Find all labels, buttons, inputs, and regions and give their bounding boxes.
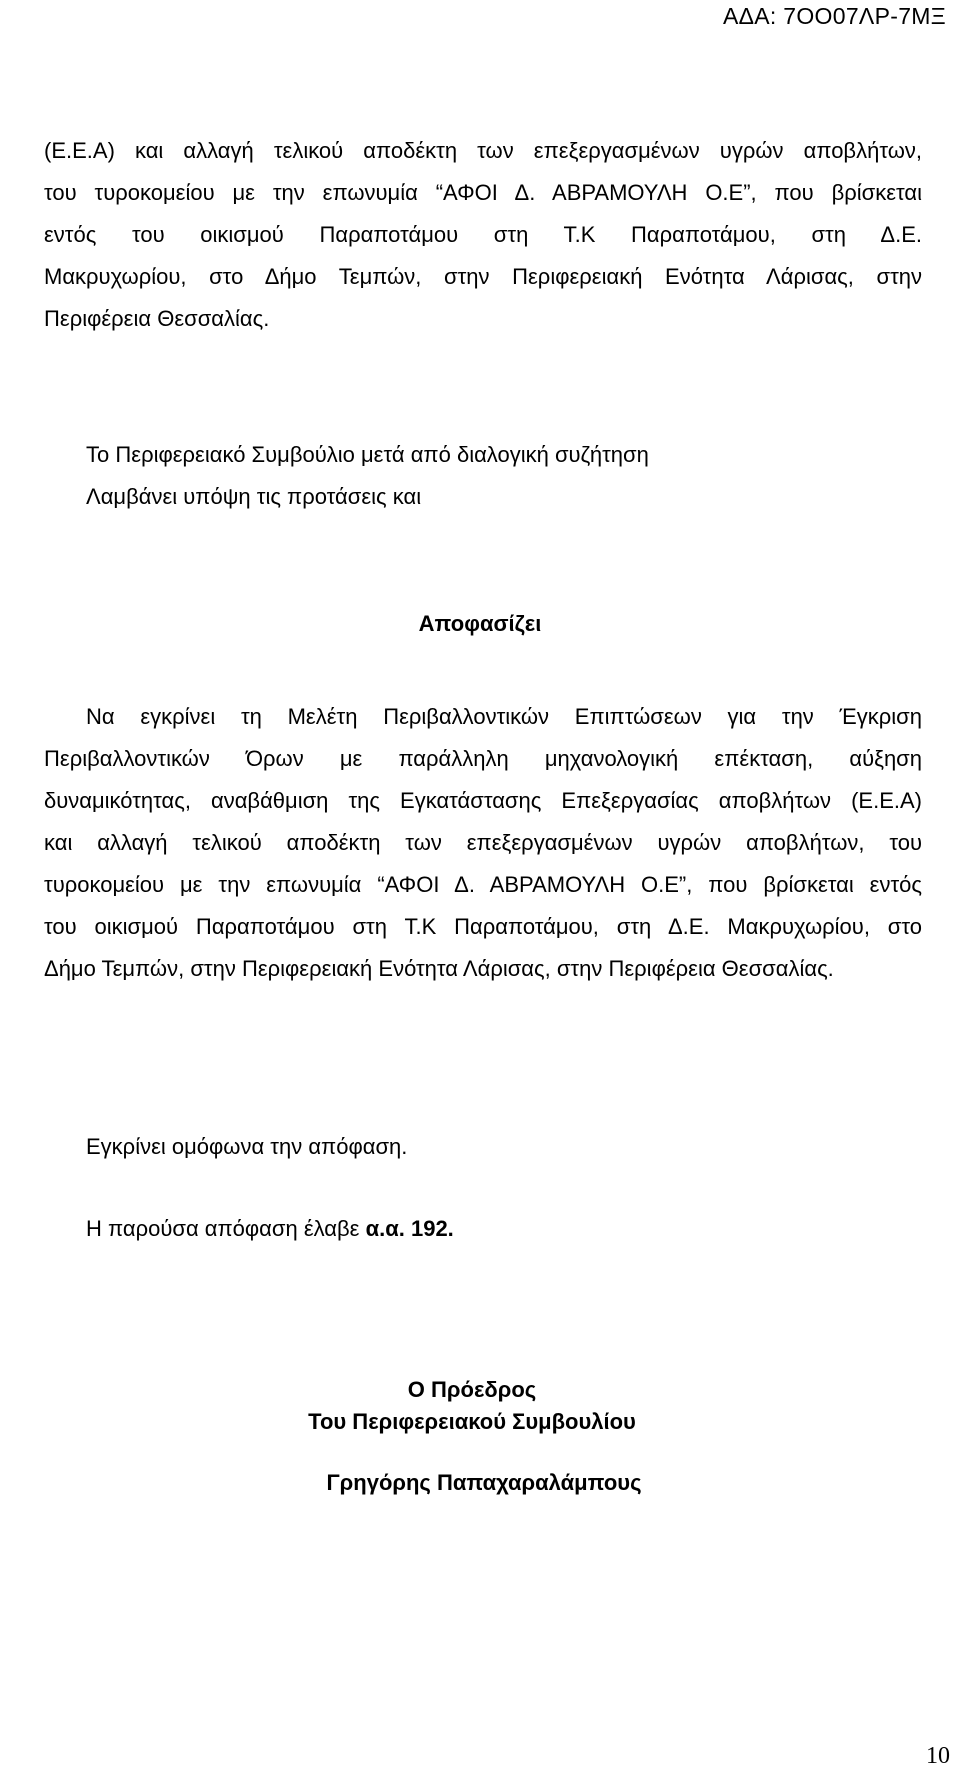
signature-subtitle: Του Περιφερειακού Συμβουλίου — [308, 1409, 636, 1434]
decision-line-7: Δήμο Τεμπών, στην Περιφερειακή Ενότητα Λάρισας, στην Περιφέρεια Θεσσαλίας. — [44, 956, 834, 981]
council-line-1: Το Περιφερειακό Συμβούλιο μετά από διαλογική συζήτηση — [86, 442, 649, 467]
decision-line-6: του οικισμού Παραποτάμου στη Τ.Κ Παραποτάμου, στη Δ.Ε. Μακρυχωρίου, στο — [44, 914, 922, 939]
intro-line-2: του τυροκομείου με την επωνυμία “ΑΦΟΙ Δ. ΑΒΡΑΜΟΥΛΗ Ο.Ε”, που βρίσκεται — [44, 180, 922, 205]
decision-line-3: δυναμικότητας, αναβάθμιση της Εγκατάστασης Επεξεργασίας αποβλήτων (Ε.Ε.Α) — [44, 788, 922, 813]
decision-number: α.α. 192. — [365, 1216, 454, 1241]
decision-line-1: Να εγκρίνει τη Μελέτη Περιβαλλοντικών Επιπτώσεων για την Έγκριση — [86, 704, 922, 729]
page-number: 10 — [926, 1743, 950, 1769]
decision-line-4: και αλλαγή τελικού αποδέκτη των επεξεργασμένων υγρών αποβλήτων, του — [44, 830, 922, 855]
intro-line-4: Μακρυχωρίου, στο Δήμο Τεμπών, στην Περιφερειακή Ενότητα Λάρισας, στην — [44, 264, 922, 289]
council-line-2: Λαμβάνει υπόψη τις προτάσεις και — [86, 484, 422, 509]
ada-code: ΑΔΑ: 7ΟΟ07ΛΡ-7ΜΞ — [722, 3, 946, 29]
approval-text: Εγκρίνει ομόφωνα την απόφαση. — [86, 1134, 408, 1159]
decision-number-prefix: Η παρούσα απόφαση έλαβε — [86, 1216, 366, 1241]
decision-number-line — [86, 1215, 454, 1243]
signature-name: Γρηγόρης Παπαχαραλάμπους — [326, 1470, 642, 1495]
intro-line-5: Περιφέρεια Θεσσαλίας. — [44, 306, 270, 331]
decides-heading: Αποφασίζει — [418, 611, 542, 636]
signature-title: Ο Πρόεδρος — [407, 1377, 537, 1402]
intro-line-3: εντός του οικισμού Παραποτάμου στη Τ.Κ Παραποτάμου, στη Δ.Ε. — [44, 222, 922, 247]
decision-line-2: Περιβαλλοντικών Όρων με παράλληλη μηχανολογική επέκταση, αύξηση — [44, 746, 922, 771]
intro-line-1: (Ε.Ε.Α) και αλλαγή τελικού αποδέκτη των επεξεργασμένων υγρών αποβλήτων, — [44, 138, 922, 163]
decision-line-5: τυροκομείου με την επωνυμία “ΑΦΟΙ Δ. ΑΒΡΑΜΟΥΛΗ Ο.Ε”, που βρίσκεται εντός — [44, 872, 922, 897]
